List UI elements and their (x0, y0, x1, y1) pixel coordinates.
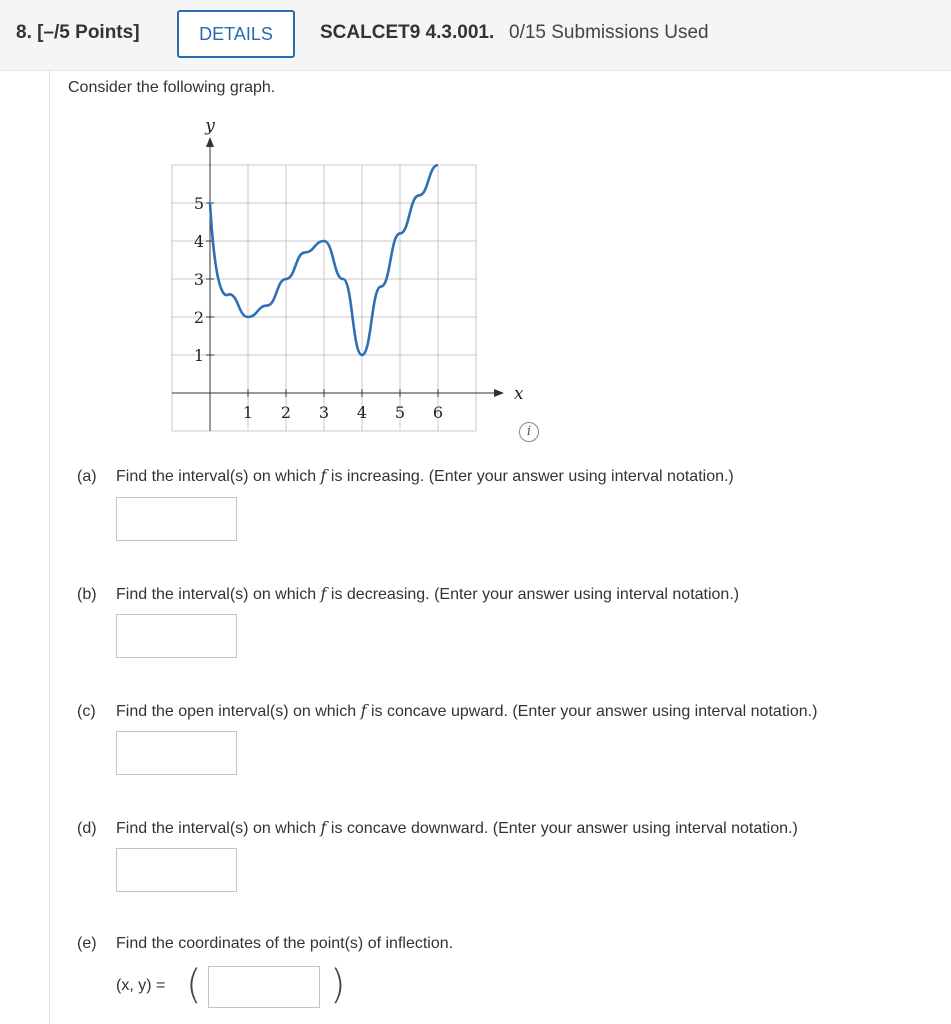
question-b: (b) Find the interval(s) on which f is decreasing. (Enter your answer using interval notation.) (77, 584, 740, 603)
question-c-letter: (c) (77, 703, 96, 720)
y-axis-arrow (206, 137, 214, 147)
function-graph (150, 116, 524, 438)
answer-d-input[interactable] (116, 848, 237, 892)
answer-a-input[interactable] (116, 497, 237, 541)
x-tick-label: 1 (242, 403, 254, 422)
answer-b-input[interactable] (116, 614, 237, 658)
answer-e-input[interactable] (208, 966, 320, 1008)
question-c: (c) Find the open interval(s) on which f is concave upward. (Enter your answer using interval notation.) (77, 701, 818, 720)
answer-c-input[interactable] (116, 731, 237, 775)
y-tick-label: 4 (193, 232, 205, 251)
question-d-letter: (d) (77, 820, 97, 837)
info-icon[interactable]: i (519, 422, 539, 442)
problem-code: SCALCET9 4.3.001. (320, 22, 495, 43)
y-tick-label: 1 (193, 346, 205, 365)
intro-text: Consider the following graph. (68, 79, 276, 96)
x-axis-label: x (514, 384, 524, 404)
question-header (0, 0, 951, 71)
question-a: (a) Find the interval(s) on which f is increasing. (Enter your answer using interval notation.) (77, 466, 734, 485)
submissions-count: 0/15 Submissions Used (509, 22, 709, 43)
x-tick-label: 4 (356, 403, 368, 422)
y-tick-label: 5 (193, 194, 205, 213)
x-tick-label: 6 (432, 403, 444, 422)
question-e: (e) Find the coordinates of the point(s) of inflection. (77, 935, 454, 952)
y-tick-label: 3 (193, 270, 205, 289)
open-paren: ( (186, 962, 202, 1008)
question-e-letter: (e) (77, 935, 97, 952)
question-b-letter: (b) (77, 586, 97, 603)
y-axis-label: y (205, 116, 215, 136)
question-a-letter: (a) (77, 468, 97, 485)
content-divider (49, 70, 50, 1024)
details-button[interactable]: DETAILS (177, 10, 295, 58)
y-tick-label: 2 (193, 308, 205, 327)
close-paren: ) (330, 962, 346, 1008)
question-d: (d) Find the interval(s) on which f is concave downward. (Enter your answer using interval notation.) (77, 818, 798, 837)
x-tick-label: 5 (394, 403, 406, 422)
xy-label: (x, y) = (116, 977, 166, 994)
x-tick-label: 3 (318, 403, 330, 422)
x-tick-label: 2 (280, 403, 292, 422)
x-axis-arrow (494, 389, 504, 397)
question-number: 8. [–/5 Points] (16, 22, 140, 43)
